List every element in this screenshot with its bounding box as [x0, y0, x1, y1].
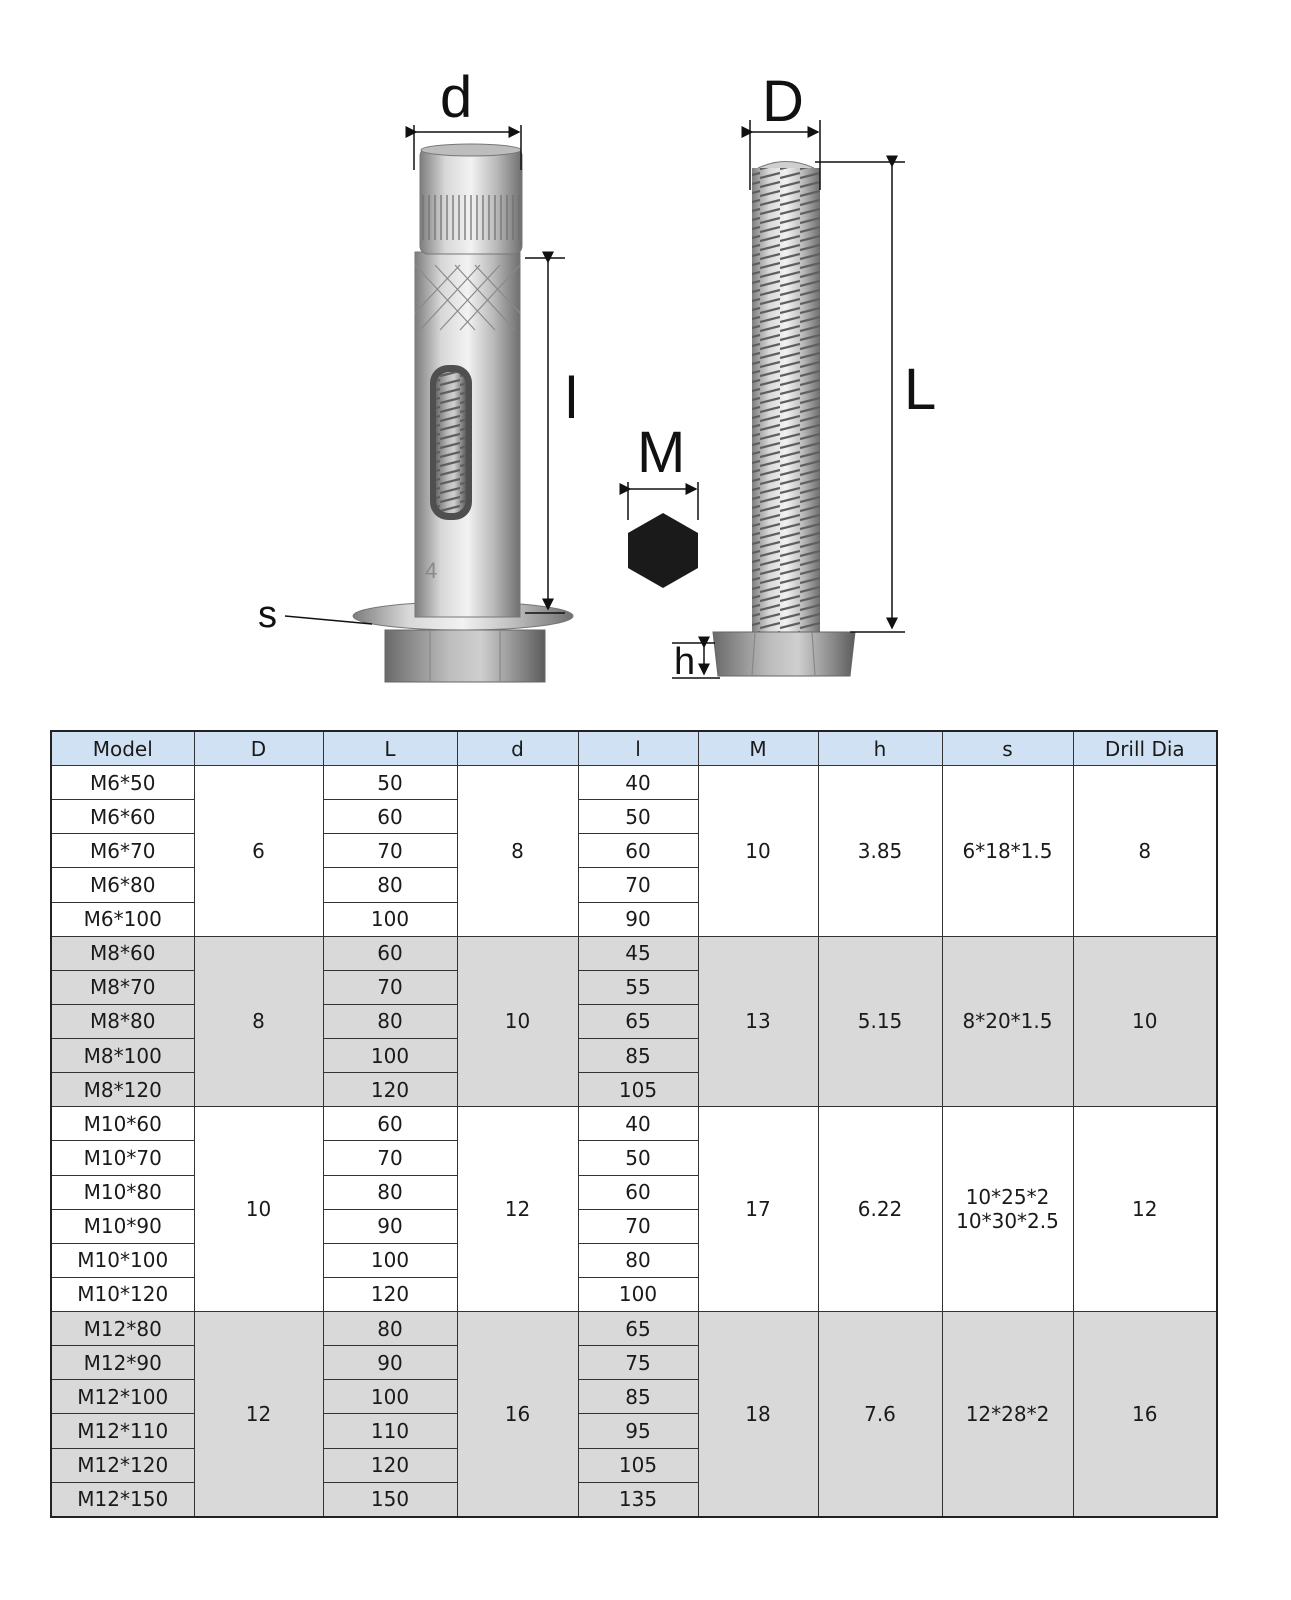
cell-l: 100	[578, 1277, 698, 1311]
cell-drill-dia: 12	[1073, 1107, 1217, 1312]
cell-L: 150	[323, 1482, 457, 1517]
hex-symbol	[628, 513, 698, 588]
table-row	[51, 936, 1217, 970]
cell-s-line: 10*25*2	[965, 1185, 1050, 1210]
cell-model: M10*100	[51, 1243, 194, 1277]
cell-l: 60	[578, 834, 698, 868]
cell-drill-dia: 8	[1073, 766, 1217, 937]
cell-L: 70	[323, 834, 457, 868]
cell-s-line: 10*30*2.5	[956, 1209, 1059, 1234]
cell-l: 60	[578, 1175, 698, 1209]
header-drill-dia: Drill Dia	[1073, 731, 1217, 766]
cell-l: 65	[578, 1004, 698, 1038]
cell-l: 105	[578, 1073, 698, 1107]
cell-l: 45	[578, 936, 698, 970]
hex-bolt	[713, 162, 855, 677]
cell-model: M12*120	[51, 1448, 194, 1482]
cell-model: M6*70	[51, 834, 194, 868]
header-d: d	[457, 731, 578, 766]
label-d: d	[440, 65, 473, 130]
cell-model: M10*70	[51, 1141, 194, 1175]
cell-l: 50	[578, 800, 698, 834]
table-row	[51, 1107, 1217, 1141]
cell-l: 70	[578, 868, 698, 902]
cell-model: M12*80	[51, 1312, 194, 1346]
header-model: Model	[51, 731, 194, 766]
cell-model: M12*100	[51, 1380, 194, 1414]
header-h: h	[818, 731, 942, 766]
cell-l: 95	[578, 1414, 698, 1448]
cell-l: 65	[578, 1312, 698, 1346]
cell-L: 100	[323, 1039, 457, 1073]
cell-M: 18	[698, 1312, 818, 1518]
cell-L: 60	[323, 800, 457, 834]
cell-model: M6*60	[51, 800, 194, 834]
header-l: l	[578, 731, 698, 766]
cell-L: 70	[323, 1141, 457, 1175]
cell-model: M8*80	[51, 1004, 194, 1038]
cell-L: 60	[323, 936, 457, 970]
cell-drill-dia: 16	[1073, 1312, 1217, 1518]
cell-h: 3.85	[818, 766, 942, 937]
label-L: L	[904, 357, 937, 422]
cell-L: 90	[323, 1346, 457, 1380]
cell-model: M12*110	[51, 1414, 194, 1448]
cell-s	[942, 1107, 1073, 1312]
cell-l: 50	[578, 1141, 698, 1175]
cell-model: M10*60	[51, 1107, 194, 1141]
cell-model: M6*100	[51, 902, 194, 936]
cell-M: 10	[698, 766, 818, 937]
cell-l: 90	[578, 902, 698, 936]
table-row	[51, 766, 1217, 800]
label-s: s	[258, 594, 277, 636]
cell-L: 60	[323, 1107, 457, 1141]
table-row	[51, 1312, 1217, 1346]
sleeve-marking: 4	[425, 558, 438, 583]
cell-h: 7.6	[818, 1312, 942, 1518]
cell-l: 135	[578, 1482, 698, 1517]
cell-s	[942, 936, 1073, 1107]
label-l: l	[565, 366, 578, 431]
cell-l: 40	[578, 1107, 698, 1141]
cell-l: 75	[578, 1346, 698, 1380]
cell-model: M10*120	[51, 1277, 194, 1311]
cell-l: 55	[578, 970, 698, 1004]
cell-s-line: 8*20*1.5	[962, 1009, 1053, 1034]
label-D: D	[762, 69, 804, 134]
table-header-row	[51, 731, 1217, 766]
cell-L: 100	[323, 1380, 457, 1414]
label-h: h	[674, 641, 696, 683]
cell-L: 70	[323, 970, 457, 1004]
cell-L: 120	[323, 1277, 457, 1311]
cell-model: M8*100	[51, 1039, 194, 1073]
cell-l: 85	[578, 1039, 698, 1073]
cell-drill-dia: 10	[1073, 936, 1217, 1107]
cell-model: M6*50	[51, 766, 194, 800]
cell-L: 80	[323, 868, 457, 902]
cell-model: M12*90	[51, 1346, 194, 1380]
cell-l: 85	[578, 1380, 698, 1414]
cell-D: 12	[194, 1312, 323, 1518]
cell-l: 40	[578, 766, 698, 800]
label-M: M	[637, 420, 686, 485]
cell-D: 6	[194, 766, 323, 937]
cell-h: 6.22	[818, 1107, 942, 1312]
cell-L: 120	[323, 1073, 457, 1107]
cell-l: 105	[578, 1448, 698, 1482]
product-diagram	[0, 0, 1291, 720]
cell-model: M8*70	[51, 970, 194, 1004]
cell-model: M10*90	[51, 1209, 194, 1243]
cell-d: 8	[457, 766, 578, 937]
header-s: s	[942, 731, 1073, 766]
cell-L: 110	[323, 1414, 457, 1448]
cell-M: 13	[698, 936, 818, 1107]
cell-s	[942, 766, 1073, 937]
header-L: L	[323, 731, 457, 766]
cell-model: M8*120	[51, 1073, 194, 1107]
cell-L: 50	[323, 766, 457, 800]
header-M: M	[698, 731, 818, 766]
cell-L: 80	[323, 1004, 457, 1038]
cell-d: 10	[457, 936, 578, 1107]
cell-M: 17	[698, 1107, 818, 1312]
cell-model: M12*150	[51, 1482, 194, 1517]
cell-model: M6*80	[51, 868, 194, 902]
cell-L: 90	[323, 1209, 457, 1243]
cell-L: 120	[323, 1448, 457, 1482]
cell-s-line: 12*28*2	[965, 1402, 1050, 1426]
cell-l: 70	[578, 1209, 698, 1243]
cell-model: M8*60	[51, 936, 194, 970]
cell-L: 100	[323, 902, 457, 936]
sleeve-anchor	[353, 144, 573, 682]
cell-d: 12	[457, 1107, 578, 1312]
cell-L: 100	[323, 1243, 457, 1277]
cell-s	[942, 1312, 1073, 1518]
spec-table	[50, 730, 1218, 1518]
cell-model: M10*80	[51, 1175, 194, 1209]
cell-l: 80	[578, 1243, 698, 1277]
cell-s-line: 6*18*1.5	[962, 838, 1053, 863]
header-D: D	[194, 731, 323, 766]
cell-L: 80	[323, 1175, 457, 1209]
cell-h: 5.15	[818, 936, 942, 1107]
table-body	[51, 766, 1217, 1518]
cell-L: 80	[323, 1312, 457, 1346]
cell-D: 10	[194, 1107, 323, 1312]
cell-d: 16	[457, 1312, 578, 1518]
cell-D: 8	[194, 936, 323, 1107]
